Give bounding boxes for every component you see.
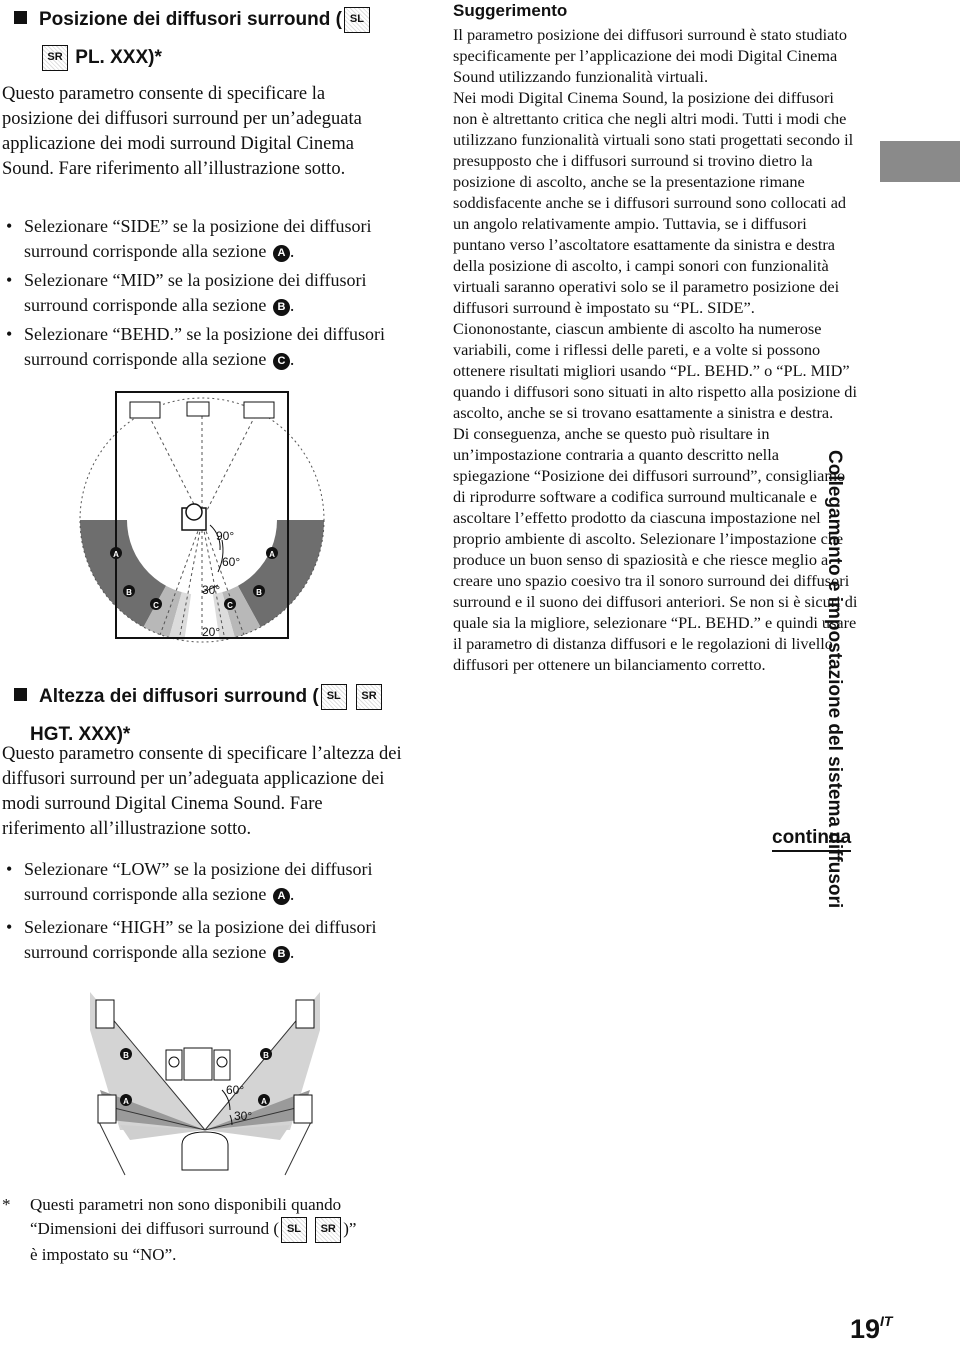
surround-right-icon: SR <box>356 684 382 710</box>
tip-body <box>453 24 858 675</box>
label-a-right: A <box>269 550 275 559</box>
section-heading-height: Altezza dei diffusori surround ( SL SR HGT. XXX)* <box>14 678 414 754</box>
label-a-left: A <box>123 1097 129 1106</box>
tip-title: Suggerimento <box>453 1 568 20</box>
surround-right-icon: SR <box>315 1217 341 1243</box>
surround-left-icon: SL <box>344 7 370 33</box>
square-bullet-icon <box>14 688 27 701</box>
tip-paragraph: Di conseguenza, anche se questo può risultare in un’impostazione contraria a quanto descritto nella spiegazione “Posizione dei diffusori surround”, consigliamo di riprodurre software a codifica surround multicanale e ascoltare l’effetto prodotto da ciascuna impostazione nel proprio ambiente di ascolto. Selezionare l’impostazione che produce un buon senso di spaziosità e che riesce meglio a creare uno spazio coesivo tra il sonoro surround dei diffusori surround e il suono dei diffusori anteriori. Se non si è sicuri di quale sia la migliore, selezionare “PL. BEHD.” e quindi usare il parametro di distanza diffusori e le regolazioni di livello diffusori per ottenere un bilanciamento corretto. <box>453 424 858 674</box>
side-tab-title: Collegamento e impostazione del sistema diffusori <box>824 450 845 909</box>
angle-60-label: 60° <box>226 1083 245 1097</box>
angle-90-label: 90° <box>216 529 235 543</box>
section-intro-position: Questo parametro consente di specificare la posizione dei diffusori surround per un’adeguata applicazione dei modi surround Digital Cinema Sound. Fare riferimento all’illustrazione sotto. <box>2 84 362 179</box>
angle-20-label: 20° <box>202 625 221 639</box>
angle-30-label: 30° <box>202 583 221 597</box>
angle-60-label: 60° <box>222 555 241 569</box>
bullet-low: • Selezionare “LOW” se la posizione dei diffusori surround corrisponde alla sezione A . <box>6 859 373 904</box>
section-heading-position: Posizione dei diffusori surround ( SL SR PL. XXX)* <box>14 1 414 77</box>
bullet-behd: • Selezionare “BEHD.” se la posizione dei diffusori surround corrisponde alla sezione C . <box>6 324 386 369</box>
tip-paragraph: Nei modi Digital Cinema Sound, la posizione dei diffusori non è altrettanto critica che negli altri modi. Tutti i modi che utilizzano funzionalità virtuali sono stati progettati secondo il presupposto che i diffusori surround si trovino dietro la posizione di ascolto, anche se la presentazione rimane soddisfacente anche se i diffusori surround sono collocati ad un angolo relativamente ampio. Tuttavia, se i diffusori puntano verso l’ascoltatore esattamente da sinistra e destra della posizione di ascolto, i campi sonori con funzionalità virtuali saranno operativi solo se il parametro posizione dei diffusori surround è impostato su “PL. SIDE”. <box>453 88 854 317</box>
surround-right-icon: SR <box>42 45 68 71</box>
bullet-high: • Selezionare “HIGH” se la posizione dei diffusori surround corrisponde alla sezione B . <box>6 917 377 962</box>
surround-left-icon: SL <box>321 684 347 710</box>
bullet-side: • Selezionare “SIDE” se la posizione dei diffusori surround corrisponde alla sezione A . <box>6 216 372 261</box>
speaker-position-diagram <box>50 380 350 670</box>
label-b-right: B <box>256 588 262 597</box>
tip-paragraph: Il parametro posizione dei diffusori surround è stato studiato specificamente per l’applicazione dei modi Digital Cinema Sound utilizzando funzionalità virtuali. <box>453 25 847 86</box>
label-b-left: B <box>123 1051 129 1060</box>
angle-30-label: 30° <box>234 1109 253 1123</box>
bullet-mid: • Selezionare “MID” se la posizione dei diffusori surround corrisponde alla sezione B . <box>6 270 367 315</box>
speaker-height-diagram <box>80 970 330 1180</box>
square-bullet-icon <box>14 11 27 24</box>
tip-paragraph: Ciononostante, ciascun ambiente di ascolto ha numerose variabili, come i riflessi delle pareti, e a volte si possono ottenere risultati migliori usando “PL. BEHD.” o “PL. MID” quando i diffusori sono situati in alto rispetto alla posizione di ascolto, anche se si trovano esattamente a sinistra e destra. <box>453 319 857 422</box>
surround-left-icon: SL <box>281 1217 307 1243</box>
label-c-right: C <box>227 601 233 610</box>
label-a-left: A <box>113 550 119 559</box>
label-c-left: C <box>153 601 159 610</box>
label-b-left: B <box>126 588 132 597</box>
page-number: $19^{IT}$ <box>850 1313 893 1344</box>
continue-link[interactable]: continua <box>772 826 851 852</box>
label-a-right: A <box>261 1097 267 1106</box>
side-tab-marker <box>880 141 960 182</box>
section-intro-height: Questo parametro consente di specificare l’altezza dei diffusori surround per un’adeguata applicazione dei modi surround Digital Cinema Sound. Fare riferimento all’illustrazione sotto. <box>2 744 402 839</box>
label-b-right: B <box>263 1051 269 1060</box>
